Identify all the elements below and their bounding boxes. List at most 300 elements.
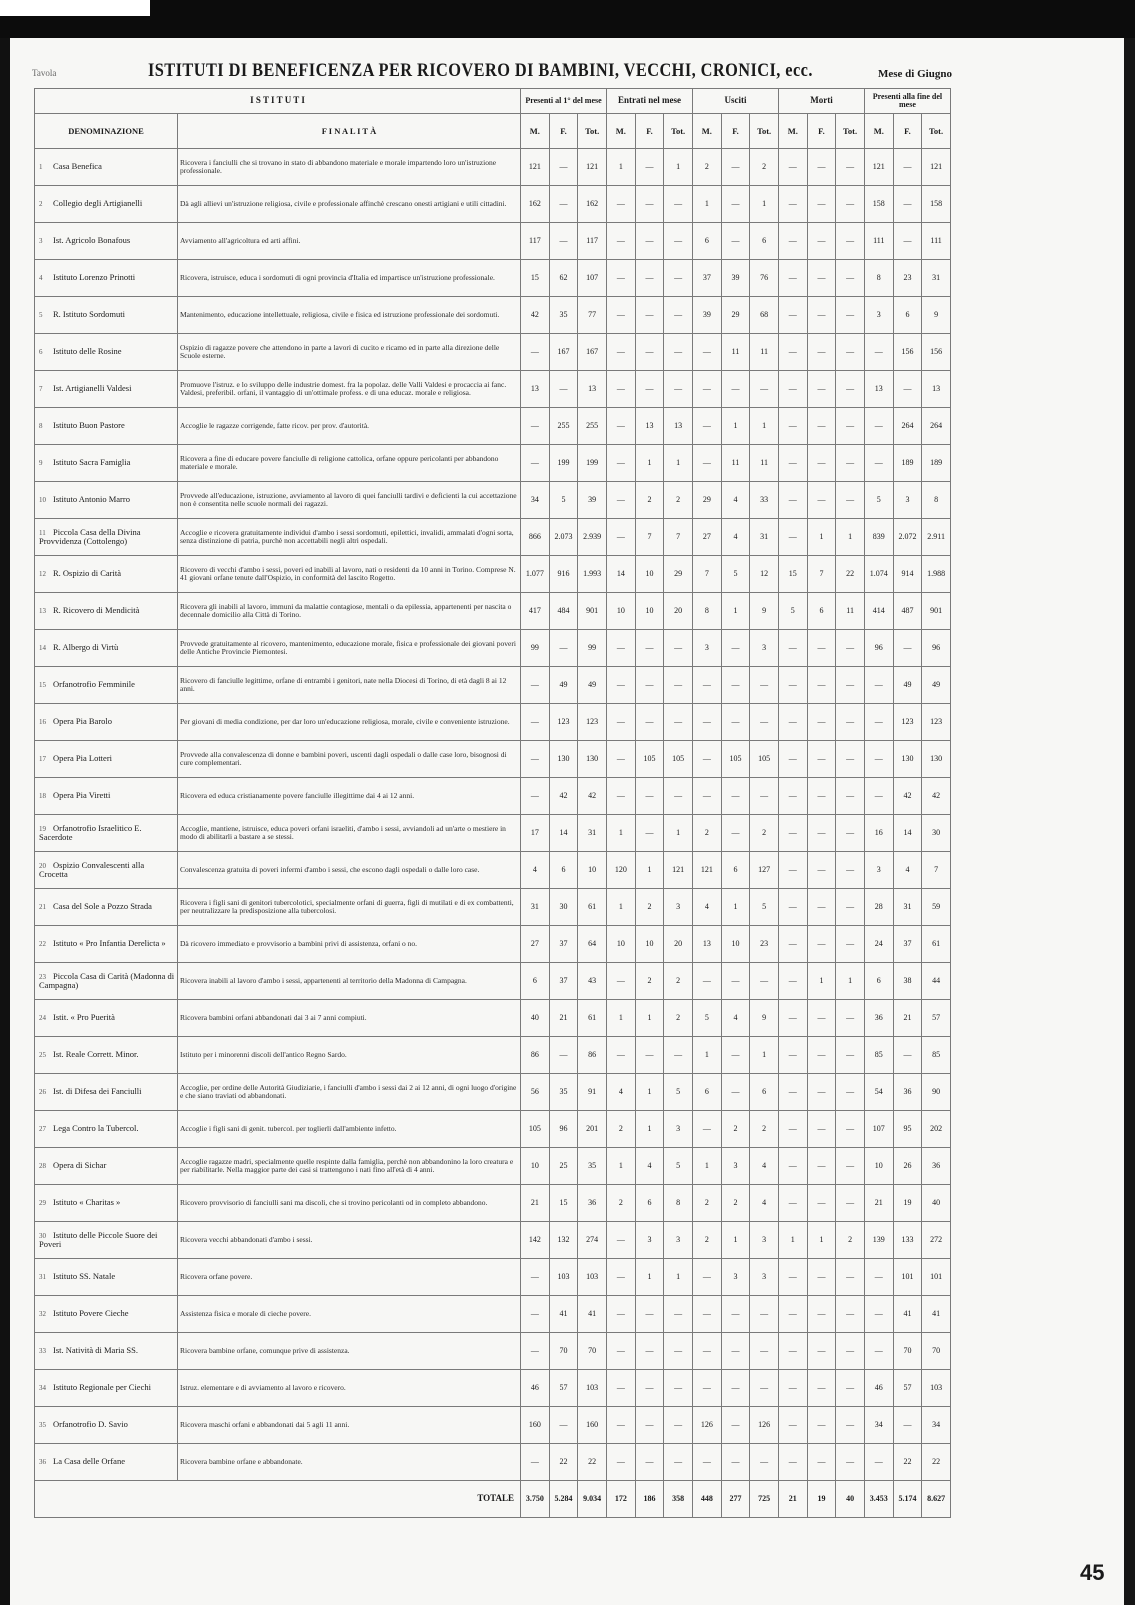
header-istituti: I S T I T U T I (35, 89, 521, 114)
value-cell: — (836, 1370, 865, 1407)
institute-name: Piccola Casa della Divina Provvidenza (Cottolengo) (39, 526, 141, 547)
value-cell: 13 (635, 408, 664, 445)
value-cell: 21 (864, 1185, 893, 1222)
value-cell: 22 (836, 556, 865, 593)
value-cell: — (521, 667, 550, 704)
value-cell: 42 (521, 297, 550, 334)
value-cell: — (521, 1296, 550, 1333)
row-name-cell (35, 186, 178, 223)
value-cell: 839 (864, 519, 893, 556)
month-label: Mese di Giugno (878, 68, 952, 80)
value-cell: — (635, 297, 664, 334)
row-index: 20 (39, 861, 46, 870)
value-cell: — (721, 371, 750, 408)
institute-purpose: Convalescenza gratuita di poveri infermi d'ambo i sessi, che escono dagli ospedali o dalle loro case. (178, 852, 521, 889)
value-cell: 255 (578, 408, 607, 445)
subheader-f: F. (635, 114, 664, 149)
row-name-cell (35, 519, 178, 556)
row-index: 3 (39, 237, 43, 246)
value-cell: — (606, 1037, 635, 1074)
table-row (35, 963, 951, 1000)
value-cell: 3 (692, 630, 721, 667)
value-cell: — (836, 445, 865, 482)
value-cell: 1.993 (578, 556, 607, 593)
value-cell: 105 (664, 741, 693, 778)
value-cell: 36 (864, 1000, 893, 1037)
value-cell: — (836, 408, 865, 445)
value-cell: 123 (922, 704, 951, 741)
value-cell: 1 (635, 445, 664, 482)
row-index: 9 (39, 459, 43, 468)
value-cell: — (807, 704, 836, 741)
value-cell: 7 (635, 519, 664, 556)
value-cell: — (893, 186, 922, 223)
table-row (35, 1333, 951, 1370)
value-cell: 10 (635, 926, 664, 963)
institute-name: Lega Contro la Tubercol. (53, 1123, 139, 1134)
value-cell: 15 (549, 1185, 578, 1222)
value-cell: 123 (578, 704, 607, 741)
institute-purpose: Ricovera bambine orfane, comunque prive di assistenza. (178, 1333, 521, 1370)
value-cell: — (635, 1037, 664, 1074)
value-cell: — (778, 1370, 807, 1407)
table-row (35, 1444, 951, 1481)
institute-purpose: Avviamento all'agricoltura ed arti affini. (178, 223, 521, 260)
value-cell: 10 (864, 1148, 893, 1185)
value-cell: 91 (578, 1074, 607, 1111)
value-cell: — (807, 1185, 836, 1222)
value-cell: 29 (721, 297, 750, 334)
value-cell: 96 (922, 630, 951, 667)
value-cell: — (836, 815, 865, 852)
value-cell: — (664, 1296, 693, 1333)
value-cell: 6 (807, 593, 836, 630)
value-cell: 1 (721, 889, 750, 926)
value-cell: 105 (750, 741, 779, 778)
value-cell: 201 (578, 1111, 607, 1148)
institute-name: Piccola Casa di Carità (Madonna di Campagna) (39, 970, 175, 991)
value-cell: 1 (836, 519, 865, 556)
value-cell: 2 (635, 889, 664, 926)
value-cell: — (778, 223, 807, 260)
institute-purpose: Accoglie le ragazze corrigende, fatte ricov. per prov. d'autorità. (178, 408, 521, 445)
value-cell: — (692, 408, 721, 445)
value-cell: 25 (549, 1148, 578, 1185)
value-cell: 103 (578, 1259, 607, 1296)
value-cell: 10 (721, 926, 750, 963)
row-index: 21 (39, 903, 46, 912)
value-cell: — (807, 1444, 836, 1481)
value-cell: — (807, 1296, 836, 1333)
row-index: 32 (39, 1310, 46, 1319)
value-cell: 1 (807, 963, 836, 1000)
value-cell: 2 (692, 149, 721, 186)
total-value-cell: 19 (807, 1481, 836, 1518)
value-cell: — (549, 1037, 578, 1074)
value-cell: — (864, 408, 893, 445)
institute-name: Orfanotrofio Israelitico E. Sacerdote (39, 822, 142, 843)
row-name-cell (35, 408, 178, 445)
value-cell: — (750, 667, 779, 704)
value-cell: 2.939 (578, 519, 607, 556)
institute-name: Casa Benefica (53, 161, 102, 172)
value-cell: — (635, 815, 664, 852)
value-cell: — (836, 741, 865, 778)
value-cell: 1 (692, 1148, 721, 1185)
tavola-label: Tavola (32, 68, 57, 78)
row-name-cell (35, 630, 178, 667)
value-cell: 199 (549, 445, 578, 482)
value-cell: 1.988 (922, 556, 951, 593)
value-cell: — (692, 445, 721, 482)
value-cell: 158 (864, 186, 893, 223)
table-row (35, 482, 951, 519)
value-cell: 11 (836, 593, 865, 630)
value-cell: 22 (893, 1444, 922, 1481)
value-cell: — (664, 260, 693, 297)
value-cell: — (721, 1074, 750, 1111)
value-cell: — (807, 149, 836, 186)
value-cell: — (606, 223, 635, 260)
value-cell: — (836, 1333, 865, 1370)
value-cell: 46 (521, 1370, 550, 1407)
subheader-m: M. (778, 114, 807, 149)
value-cell: 4 (721, 482, 750, 519)
row-index: 1 (39, 163, 43, 172)
institute-purpose: Ricovera, istruisce, educa i sordomuti di ogni provincia d'Italia ed impartisce un'istruzione professionale. (178, 260, 521, 297)
value-cell: 26 (893, 1148, 922, 1185)
header-group-morti: Morti (778, 89, 864, 114)
row-index: 36 (39, 1458, 46, 1467)
value-cell: 487 (893, 593, 922, 630)
value-cell: 4 (893, 852, 922, 889)
value-cell: 14 (606, 556, 635, 593)
value-cell: — (721, 223, 750, 260)
value-cell: — (692, 1111, 721, 1148)
value-cell: 105 (635, 741, 664, 778)
value-cell: 42 (549, 778, 578, 815)
value-cell: 27 (692, 519, 721, 556)
value-cell: — (606, 408, 635, 445)
value-cell: 914 (893, 556, 922, 593)
value-cell: — (549, 223, 578, 260)
value-cell: 86 (578, 1037, 607, 1074)
value-cell: — (664, 297, 693, 334)
row-index: 10 (39, 496, 46, 505)
value-cell: — (893, 149, 922, 186)
value-cell: — (836, 1111, 865, 1148)
value-cell: 2 (606, 1111, 635, 1148)
value-cell: — (836, 186, 865, 223)
value-cell: — (807, 186, 836, 223)
value-cell: 1 (692, 186, 721, 223)
value-cell: 1 (635, 852, 664, 889)
value-cell: — (778, 334, 807, 371)
table-row (35, 556, 951, 593)
value-cell: 39 (692, 297, 721, 334)
institute-name: Istituto « Charitas » (53, 1197, 121, 1208)
row-name-cell (35, 778, 178, 815)
value-cell: — (521, 778, 550, 815)
value-cell: 17 (521, 815, 550, 852)
value-cell: 7 (664, 519, 693, 556)
row-name-cell (35, 297, 178, 334)
value-cell: 103 (578, 1370, 607, 1407)
header-group-entrati: Entrati nel mese (606, 89, 692, 114)
value-cell: 2 (635, 482, 664, 519)
value-cell: 2 (750, 815, 779, 852)
table-subheader-row (35, 114, 951, 149)
value-cell: 2 (606, 1185, 635, 1222)
value-cell: 103 (549, 1259, 578, 1296)
table-row (35, 1074, 951, 1111)
row-index: 7 (39, 385, 43, 394)
row-index: 15 (39, 681, 46, 690)
value-cell: 117 (578, 223, 607, 260)
row-index: 18 (39, 792, 46, 801)
value-cell: 37 (549, 963, 578, 1000)
value-cell: — (692, 1444, 721, 1481)
institute-purpose: Provvede alla convalescenza di donne e bambini poveri, uscenti dagli ospedali o dalle case loro, bisognosi di cure complementari. (178, 741, 521, 778)
table-row (35, 926, 951, 963)
value-cell: — (750, 1370, 779, 1407)
value-cell: 126 (750, 1407, 779, 1444)
value-cell: — (549, 371, 578, 408)
subheader-m: M. (606, 114, 635, 149)
value-cell: — (692, 1296, 721, 1333)
table-row (35, 815, 951, 852)
row-index: 35 (39, 1421, 46, 1430)
value-cell: — (606, 519, 635, 556)
value-cell: — (778, 1074, 807, 1111)
value-cell: — (778, 815, 807, 852)
value-cell: 901 (578, 593, 607, 630)
value-cell: 6 (893, 297, 922, 334)
value-cell: 123 (893, 704, 922, 741)
institute-name: Orfanotrofio D. Savio (53, 1419, 128, 1430)
value-cell: 5 (750, 889, 779, 926)
table-row (35, 1148, 951, 1185)
row-name-cell (35, 815, 178, 852)
subheader-f: F. (807, 114, 836, 149)
value-cell: — (664, 630, 693, 667)
value-cell: — (778, 1444, 807, 1481)
value-cell: 5 (721, 556, 750, 593)
institute-name: Ist. Reale Corrett. Minor. (53, 1049, 139, 1060)
value-cell: 6 (635, 1185, 664, 1222)
value-cell: 4 (750, 1148, 779, 1185)
value-cell: — (893, 223, 922, 260)
value-cell: 10 (578, 852, 607, 889)
value-cell: 120 (606, 852, 635, 889)
value-cell: — (778, 1111, 807, 1148)
value-cell: 6 (721, 852, 750, 889)
value-cell: — (635, 630, 664, 667)
row-index: 16 (39, 718, 46, 727)
institute-purpose: Ricovera gli inabili al lavoro, immuni da malattie contagiose, mentali o da epilessia, appartenenti per nascita o decennale domicilio alla Città di Torino. (178, 593, 521, 630)
value-cell: 70 (578, 1333, 607, 1370)
institute-purpose: Mantenimento, educazione intellettuale, religiosa, civile e fisica ed istruzione professionale dei sordomuti. (178, 297, 521, 334)
value-cell: — (635, 334, 664, 371)
value-cell: — (664, 334, 693, 371)
row-index: 31 (39, 1273, 46, 1282)
table-row (35, 741, 951, 778)
value-cell: — (893, 1037, 922, 1074)
scan-border-left (0, 38, 10, 1605)
value-cell: 2 (664, 963, 693, 1000)
value-cell: 42 (922, 778, 951, 815)
row-index: 25 (39, 1051, 46, 1060)
value-cell: 121 (864, 149, 893, 186)
row-index: 17 (39, 755, 46, 764)
value-cell: 21 (549, 1000, 578, 1037)
value-cell: 49 (922, 667, 951, 704)
value-cell: 33 (750, 482, 779, 519)
table-row (35, 1185, 951, 1222)
value-cell: — (836, 1037, 865, 1074)
table-body (35, 149, 951, 1518)
value-cell: 199 (578, 445, 607, 482)
table-row (35, 371, 951, 408)
value-cell: 34 (521, 482, 550, 519)
value-cell: 22 (578, 1444, 607, 1481)
value-cell: — (664, 1444, 693, 1481)
institute-name: Orfanotrofio Femminile (53, 679, 135, 690)
table-row (35, 630, 951, 667)
value-cell: — (692, 741, 721, 778)
value-cell: 13 (578, 371, 607, 408)
value-cell: — (807, 297, 836, 334)
value-cell: 1 (721, 593, 750, 630)
value-cell: 10 (521, 1148, 550, 1185)
value-cell: 189 (922, 445, 951, 482)
row-name-cell (35, 1185, 178, 1222)
value-cell: — (864, 445, 893, 482)
value-cell: 901 (922, 593, 951, 630)
value-cell: 30 (549, 889, 578, 926)
value-cell: 6 (549, 852, 578, 889)
value-cell: — (778, 1037, 807, 1074)
value-cell: 5 (778, 593, 807, 630)
institute-name: Istit. « Pro Puerità (53, 1012, 115, 1023)
table-row (35, 334, 951, 371)
institute-purpose: Ricovera vecchi abbandonati d'ambo i sessi. (178, 1222, 521, 1259)
value-cell: 4 (606, 1074, 635, 1111)
value-cell: — (836, 1148, 865, 1185)
value-cell: 105 (521, 1111, 550, 1148)
value-cell: — (864, 334, 893, 371)
table-header-row (35, 89, 951, 114)
value-cell: 189 (893, 445, 922, 482)
value-cell: 484 (549, 593, 578, 630)
value-cell: 62 (549, 260, 578, 297)
total-value-cell: 21 (778, 1481, 807, 1518)
value-cell: 13 (922, 371, 951, 408)
subheader-m: M. (692, 114, 721, 149)
value-cell: 2 (692, 815, 721, 852)
row-name-cell (35, 852, 178, 889)
value-cell: 2.911 (922, 519, 951, 556)
institute-purpose: Dà agli allievi un'istruzione religiosa, civile e professionale affinchè crescano onesti artigiani e utili cittadini. (178, 186, 521, 223)
value-cell: 1 (664, 445, 693, 482)
value-cell: — (778, 1185, 807, 1222)
value-cell: — (836, 926, 865, 963)
institute-name: R. Albergo di Virtù (53, 642, 119, 653)
value-cell: 8 (664, 1185, 693, 1222)
row-name-cell (35, 1037, 178, 1074)
value-cell: 5 (864, 482, 893, 519)
header-finalita: F I N A L I T À (178, 114, 521, 149)
value-cell: 1 (721, 1222, 750, 1259)
value-cell: 107 (578, 260, 607, 297)
institute-purpose: Istituto per i minorenni discoli dell'antico Regno Sardo. (178, 1037, 521, 1074)
institute-purpose: Istruz. elementare e di avviamento al lavoro e ricovero. (178, 1370, 521, 1407)
value-cell: — (692, 1333, 721, 1370)
value-cell: 39 (721, 260, 750, 297)
value-cell: 49 (893, 667, 922, 704)
value-cell: 2 (750, 149, 779, 186)
value-cell: 6 (750, 1074, 779, 1111)
value-cell: 1 (606, 1000, 635, 1037)
value-cell: — (778, 889, 807, 926)
value-cell: — (635, 186, 664, 223)
value-cell: 40 (521, 1000, 550, 1037)
value-cell: — (750, 778, 779, 815)
value-cell: 264 (922, 408, 951, 445)
value-cell: — (807, 741, 836, 778)
value-cell: 68 (750, 297, 779, 334)
row-name-cell (35, 1000, 178, 1037)
value-cell: — (521, 408, 550, 445)
value-cell: 29 (664, 556, 693, 593)
value-cell: — (606, 1444, 635, 1481)
table-row (35, 1037, 951, 1074)
value-cell: 61 (578, 889, 607, 926)
value-cell: 2 (692, 1185, 721, 1222)
value-cell: — (635, 704, 664, 741)
scan-border-top (0, 0, 1135, 38)
subheader-m: M. (521, 114, 550, 149)
value-cell: 20 (664, 593, 693, 630)
value-cell: 3 (864, 297, 893, 334)
value-cell: 9 (750, 593, 779, 630)
value-cell: — (721, 963, 750, 1000)
value-cell: — (721, 704, 750, 741)
value-cell: — (864, 1259, 893, 1296)
row-name-cell (35, 1222, 178, 1259)
value-cell: 14 (893, 815, 922, 852)
value-cell: — (778, 297, 807, 334)
value-cell: 37 (549, 926, 578, 963)
institute-name: Collegio degli Artigianelli (53, 198, 143, 209)
table-row (35, 667, 951, 704)
value-cell: 2.072 (893, 519, 922, 556)
value-cell: — (692, 667, 721, 704)
value-cell: — (635, 1444, 664, 1481)
value-cell: 2 (721, 1111, 750, 1148)
value-cell: 46 (864, 1370, 893, 1407)
value-cell: 866 (521, 519, 550, 556)
total-value-cell: 5.174 (893, 1481, 922, 1518)
value-cell: — (606, 778, 635, 815)
value-cell: 9 (750, 1000, 779, 1037)
value-cell: — (778, 778, 807, 815)
value-cell: — (893, 1407, 922, 1444)
value-cell: — (836, 667, 865, 704)
value-cell: — (692, 371, 721, 408)
value-cell: 3 (893, 482, 922, 519)
value-cell: 41 (578, 1296, 607, 1333)
